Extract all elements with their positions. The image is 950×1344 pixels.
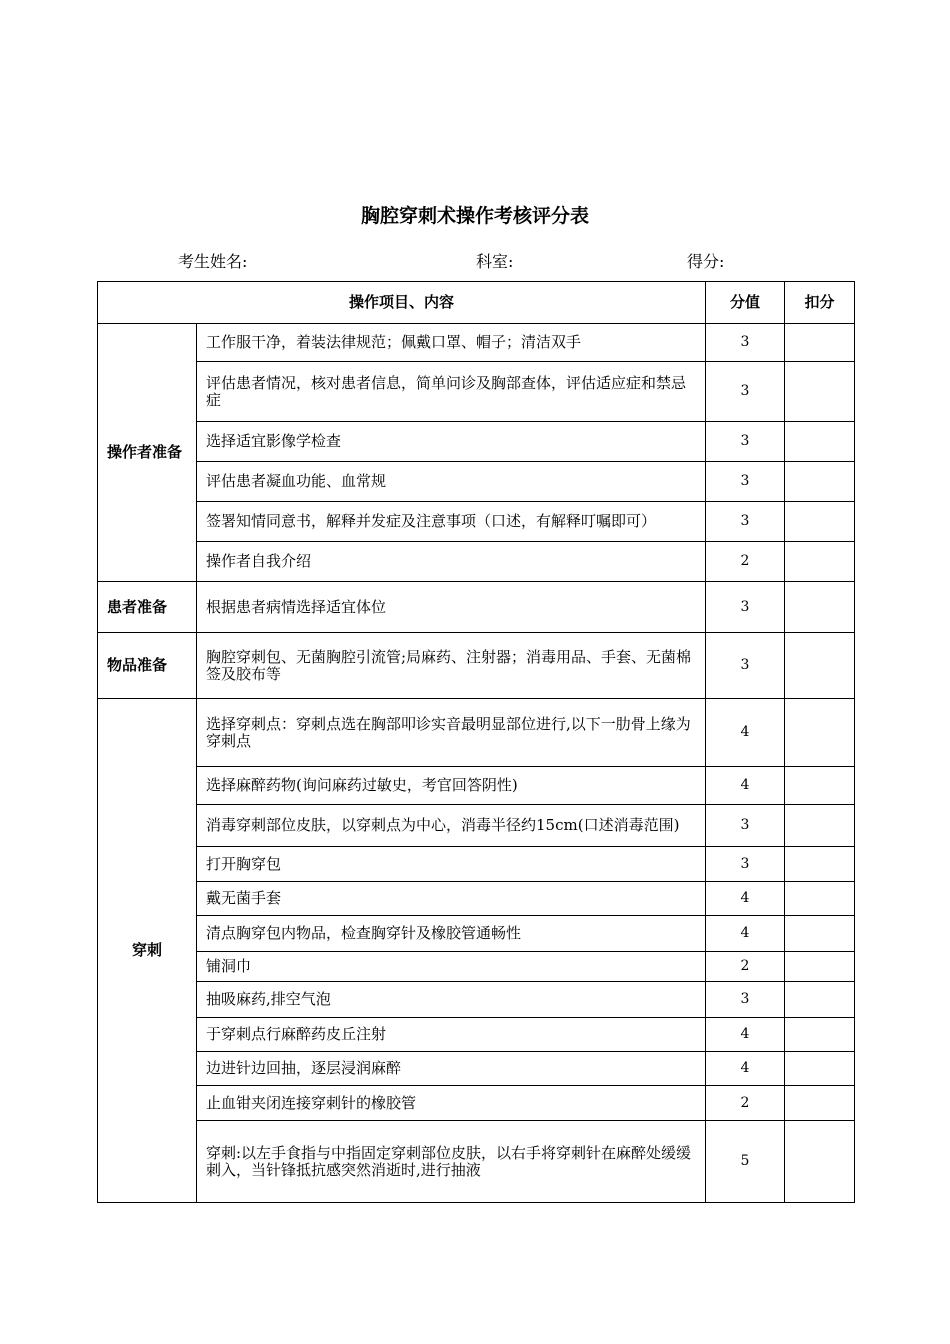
deduct-cell[interactable] [785,324,855,362]
department-label: 科室: [476,252,514,271]
item-text: 于穿刺点行麻醉药皮丘注射 [197,1018,706,1052]
item-text: 清点胸穿包内物品，检查胸穿针及橡胶管通畅性 [197,916,706,952]
item-text: 戴无菌手套 [197,882,706,916]
item-score: 2 [706,542,785,582]
item-score: 4 [706,767,785,805]
deduct-cell[interactable] [785,633,855,699]
table-row [98,1052,855,1086]
item-text: 评估患者凝血功能、血常规 [197,462,706,502]
item-score: 4 [706,1052,785,1086]
header-deduct: 扣分 [785,282,855,324]
item-text: 工作服干净，着装法律规范；佩戴口罩、帽子；清洁双手 [197,324,706,362]
table-row [98,982,855,1018]
item-score: 4 [706,1018,785,1052]
scoring-table [97,281,855,1203]
category-supplies-prep: 物品准备 [98,633,197,699]
table-row [98,462,855,502]
item-score: 4 [706,916,785,952]
item-text: 胸腔穿刺包、无菌胸腔引流管;局麻药、注射器；消毒用品、手套、无菌棉签及胶布等 [197,633,706,699]
deduct-cell[interactable] [785,847,855,882]
table-row [98,1121,855,1203]
table-row [98,422,855,462]
page-title: 胸腔穿刺术操作考核评分表 [360,205,589,227]
deduct-cell[interactable] [785,462,855,502]
item-text: 签署知情同意书，解释并发症及注意事项（口述，有解释叮嘱即可） [197,502,706,542]
item-text: 消毒穿刺部位皮肤，以穿刺点为中心，消毒半径约15cm(口述消毒范围) [197,805,706,847]
table-row [98,767,855,805]
deduct-cell[interactable] [785,767,855,805]
table-row [98,882,855,916]
header-content: 操作项目、内容 [98,282,706,324]
item-score: 4 [706,699,785,767]
deduct-cell[interactable] [785,699,855,767]
item-text: 选择穿刺点：穿刺点选在胸部叩诊实音最明显部位进行,以下一肋骨上缘为穿刺点 [197,699,706,767]
item-score: 3 [706,502,785,542]
item-text: 抽吸麻药,排空气泡 [197,982,706,1018]
score-label: 得分: [687,252,725,271]
deduct-cell[interactable] [785,422,855,462]
table-row [98,633,855,699]
table-row [98,542,855,582]
deduct-cell[interactable] [785,1086,855,1121]
deduct-cell[interactable] [785,882,855,916]
item-text: 止血钳夹闭连接穿刺针的橡胶管 [197,1086,706,1121]
deduct-cell[interactable] [785,982,855,1018]
deduct-cell[interactable] [785,805,855,847]
table-row [98,362,855,422]
category-patient-prep: 患者准备 [98,582,197,633]
table-row [98,805,855,847]
category-operator-prep: 操作者准备 [98,324,197,582]
header-score: 分值 [706,282,785,324]
item-score: 2 [706,952,785,982]
item-score: 3 [706,462,785,502]
deduct-cell[interactable] [785,952,855,982]
deduct-cell[interactable] [785,1121,855,1203]
item-text: 打开胸穿包 [197,847,706,882]
item-score: 3 [706,362,785,422]
deduct-cell[interactable] [785,916,855,952]
item-score: 3 [706,324,785,362]
table-header-row [98,282,855,324]
deduct-cell[interactable] [785,542,855,582]
item-text: 选择麻醉药物(询问麻药过敏史，考官回答阴性) [197,767,706,805]
table-row [98,1018,855,1052]
table-row [98,916,855,952]
item-score: 5 [706,1121,785,1203]
item-score: 3 [706,805,785,847]
item-score: 4 [706,882,785,916]
item-text: 选择适宜影像学检查 [197,422,706,462]
item-text: 铺洞巾 [197,952,706,982]
table-row [98,324,855,362]
item-score: 3 [706,582,785,633]
item-text: 穿刺:以左手食指与中指固定穿刺部位皮肤，以右手将穿刺针在麻醉处缓缓刺入，当针锋抵抗感突然消逝时,进行抽液 [197,1121,706,1203]
category-puncture: 穿刺 [98,699,197,1203]
table-row [98,582,855,633]
table-row [98,952,855,982]
deduct-cell[interactable] [785,1052,855,1086]
deduct-cell[interactable] [785,582,855,633]
candidate-name-label: 考生姓名: [178,252,248,271]
deduct-cell[interactable] [785,1018,855,1052]
table-row [98,847,855,882]
item-text: 评估患者情况，核对患者信息，简单问诊及胸部查体，评估适应症和禁忌症 [197,362,706,422]
item-score: 2 [706,1086,785,1121]
item-text: 操作者自我介绍 [197,542,706,582]
item-score: 3 [706,422,785,462]
item-score: 3 [706,633,785,699]
deduct-cell[interactable] [785,502,855,542]
item-text: 边进针边回抽，逐层浸润麻醉 [197,1052,706,1086]
table-row [98,699,855,767]
item-text: 根据患者病情选择适宜体位 [197,582,706,633]
table-row [98,1086,855,1121]
item-score: 3 [706,982,785,1018]
item-score: 3 [706,847,785,882]
table-row [98,502,855,542]
deduct-cell[interactable] [785,362,855,422]
